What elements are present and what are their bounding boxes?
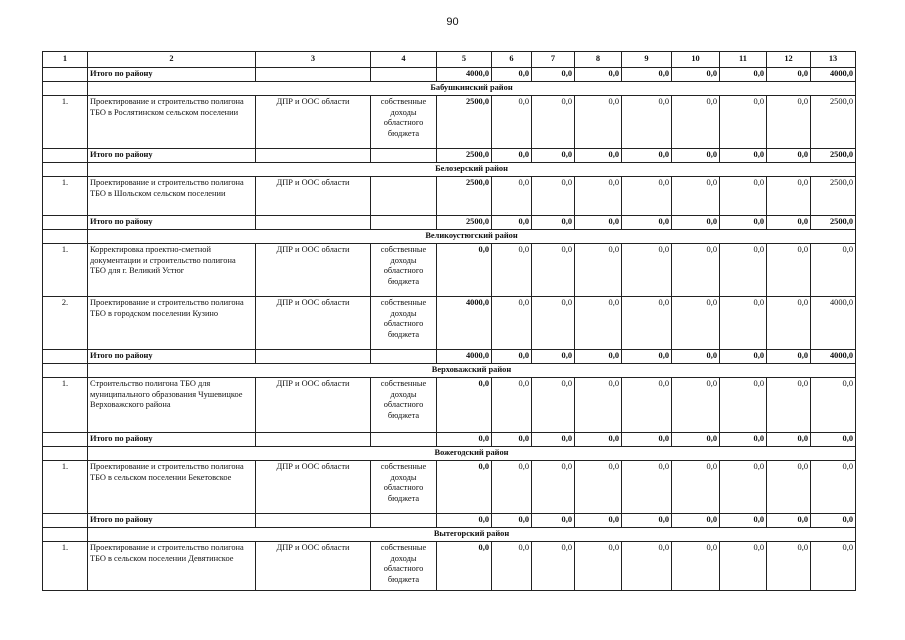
value-cell: 0,0 bbox=[622, 297, 672, 350]
project-name: Проектирование и строительство полигона ТБО в сельском поселении Девятинское bbox=[88, 542, 256, 591]
value-cell: 0,0 bbox=[532, 68, 575, 82]
funding-source bbox=[371, 177, 437, 216]
funding-source: собственные доходы областного бюджета bbox=[371, 96, 437, 149]
value-cell: 0,0 bbox=[575, 177, 622, 216]
value-cell: 0,0 bbox=[492, 542, 532, 591]
source-cell bbox=[371, 68, 437, 82]
responsible-cell bbox=[256, 68, 371, 82]
responsible: ДПР и ООС области bbox=[256, 297, 371, 350]
value-cell: 2500,0 bbox=[811, 149, 856, 163]
value-cell: 0,0 bbox=[437, 433, 492, 447]
responsible: ДПР и ООС области bbox=[256, 378, 371, 433]
value-cell: 0,0 bbox=[622, 514, 672, 528]
value-cell: 0,0 bbox=[622, 433, 672, 447]
row-number-cell bbox=[43, 364, 88, 378]
value-cell: 0,0 bbox=[575, 96, 622, 149]
value-cell: 0,0 bbox=[811, 433, 856, 447]
table-body bbox=[43, 52, 856, 591]
source-cell bbox=[371, 216, 437, 230]
column-header: 2 bbox=[88, 52, 256, 68]
source-cell bbox=[371, 433, 437, 447]
project-name: Строительство полигона ТБО для муниципального образования Чушевицкое Верховажского района bbox=[88, 378, 256, 433]
value-cell: 0,0 bbox=[437, 542, 492, 591]
value-cell: 0,0 bbox=[672, 96, 720, 149]
row-number: 1. bbox=[43, 96, 88, 149]
funding-source: собственные доходы областного бюджета bbox=[371, 378, 437, 433]
value-cell: 2500,0 bbox=[437, 96, 492, 149]
value-cell: 0,0 bbox=[720, 177, 767, 216]
value-cell: 0,0 bbox=[575, 244, 622, 297]
value-cell: 0,0 bbox=[575, 216, 622, 230]
source-cell bbox=[371, 350, 437, 364]
value-cell: 0,0 bbox=[767, 461, 811, 514]
row-number-cell bbox=[43, 149, 88, 163]
value-cell: 0,0 bbox=[575, 149, 622, 163]
row-number: 1. bbox=[43, 244, 88, 297]
district-header-row bbox=[43, 163, 856, 177]
table-header-row bbox=[43, 52, 856, 68]
value-cell: 0,0 bbox=[492, 433, 532, 447]
value-cell: 0,0 bbox=[532, 350, 575, 364]
total-label: Итого по району bbox=[88, 350, 256, 364]
value-cell: 0,0 bbox=[532, 433, 575, 447]
row-number: 1. bbox=[43, 378, 88, 433]
value-cell: 0,0 bbox=[767, 96, 811, 149]
district-name: Вожегодский район bbox=[88, 447, 856, 461]
value-cell: 0,0 bbox=[672, 378, 720, 433]
row-number: 1. bbox=[43, 461, 88, 514]
row-number-cell bbox=[43, 163, 88, 177]
row-number: 1. bbox=[43, 542, 88, 591]
value-cell: 4000,0 bbox=[811, 68, 856, 82]
column-header: 13 bbox=[811, 52, 856, 68]
value-cell: 0,0 bbox=[672, 350, 720, 364]
value-cell: 0,0 bbox=[575, 461, 622, 514]
district-name: Вытегорский район bbox=[88, 528, 856, 542]
value-cell: 0,0 bbox=[492, 514, 532, 528]
funding-source: собственные доходы областного бюджета bbox=[371, 297, 437, 350]
value-cell: 0,0 bbox=[437, 378, 492, 433]
value-cell: 0,0 bbox=[575, 297, 622, 350]
value-cell: 0,0 bbox=[720, 297, 767, 350]
responsible-cell bbox=[256, 216, 371, 230]
value-cell: 0,0 bbox=[811, 378, 856, 433]
value-cell: 0,0 bbox=[767, 350, 811, 364]
value-cell: 0,0 bbox=[672, 177, 720, 216]
district-name: Белозерский район bbox=[88, 163, 856, 177]
value-cell: 0,0 bbox=[532, 244, 575, 297]
responsible: ДПР и ООС области bbox=[256, 177, 371, 216]
value-cell: 0,0 bbox=[767, 149, 811, 163]
total-label: Итого по району bbox=[88, 68, 256, 82]
table-row bbox=[43, 297, 856, 350]
value-cell: 0,0 bbox=[492, 96, 532, 149]
column-header: 5 bbox=[437, 52, 492, 68]
value-cell: 0,0 bbox=[672, 433, 720, 447]
value-cell: 0,0 bbox=[672, 216, 720, 230]
project-name: Проектирование и строительство полигона ТБО в городском поселении Кузино bbox=[88, 297, 256, 350]
value-cell: 0,0 bbox=[622, 68, 672, 82]
value-cell: 0,0 bbox=[767, 244, 811, 297]
responsible: ДПР и ООС области bbox=[256, 244, 371, 297]
value-cell: 0,0 bbox=[492, 177, 532, 216]
district-name: Бабушкинский район bbox=[88, 82, 856, 96]
column-header: 4 bbox=[371, 52, 437, 68]
value-cell: 0,0 bbox=[622, 461, 672, 514]
value-cell: 2500,0 bbox=[437, 177, 492, 216]
value-cell: 0,0 bbox=[575, 542, 622, 591]
value-cell: 0,0 bbox=[720, 216, 767, 230]
value-cell: 0,0 bbox=[672, 542, 720, 591]
value-cell: 0,0 bbox=[767, 177, 811, 216]
value-cell: 0,0 bbox=[720, 96, 767, 149]
column-header: 8 bbox=[575, 52, 622, 68]
district-header-row bbox=[43, 364, 856, 378]
value-cell: 0,0 bbox=[720, 244, 767, 297]
project-name: Проектирование и строительство полигона ТБО в сельском поселении Бекетовское bbox=[88, 461, 256, 514]
budget-table bbox=[42, 51, 856, 591]
row-number-cell bbox=[43, 216, 88, 230]
project-name: Корректировка проектно-сметной документации и строительство полигона ТБО для г. Великий Устюг bbox=[88, 244, 256, 297]
value-cell: 0,0 bbox=[532, 378, 575, 433]
value-cell: 0,0 bbox=[622, 378, 672, 433]
value-cell: 0,0 bbox=[532, 297, 575, 350]
value-cell: 0,0 bbox=[767, 297, 811, 350]
value-cell: 4000,0 bbox=[437, 297, 492, 350]
value-cell: 4000,0 bbox=[437, 68, 492, 82]
value-cell: 0,0 bbox=[767, 542, 811, 591]
district-name: Великоустюгский район bbox=[88, 230, 856, 244]
value-cell: 4000,0 bbox=[811, 297, 856, 350]
value-cell: 0,0 bbox=[720, 461, 767, 514]
funding-source: собственные доходы областного бюджета bbox=[371, 461, 437, 514]
row-number-cell bbox=[43, 230, 88, 244]
district-header-row bbox=[43, 447, 856, 461]
value-cell: 0,0 bbox=[532, 461, 575, 514]
district-total-row bbox=[43, 350, 856, 364]
value-cell: 0,0 bbox=[622, 177, 672, 216]
value-cell: 0,0 bbox=[622, 96, 672, 149]
row-number: 2. bbox=[43, 297, 88, 350]
value-cell: 0,0 bbox=[622, 216, 672, 230]
district-total-row bbox=[43, 68, 856, 82]
value-cell: 0,0 bbox=[575, 350, 622, 364]
responsible-cell bbox=[256, 514, 371, 528]
value-cell: 0,0 bbox=[532, 514, 575, 528]
column-header: 9 bbox=[622, 52, 672, 68]
district-name: Верховажский район bbox=[88, 364, 856, 378]
column-header: 11 bbox=[720, 52, 767, 68]
funding-source: собственные доходы областного бюджета bbox=[371, 542, 437, 591]
project-name: Проектирование и строительство полигона ТБО в Рослятинском сельском поселении bbox=[88, 96, 256, 149]
value-cell: 0,0 bbox=[767, 378, 811, 433]
responsible: ДПР и ООС области bbox=[256, 461, 371, 514]
source-cell bbox=[371, 149, 437, 163]
row-number-cell bbox=[43, 82, 88, 96]
column-header: 12 bbox=[767, 52, 811, 68]
value-cell: 0,0 bbox=[672, 461, 720, 514]
district-header-row bbox=[43, 528, 856, 542]
district-total-row bbox=[43, 149, 856, 163]
value-cell: 0,0 bbox=[575, 68, 622, 82]
value-cell: 0,0 bbox=[492, 216, 532, 230]
value-cell: 0,0 bbox=[672, 514, 720, 528]
value-cell: 0,0 bbox=[720, 350, 767, 364]
column-header: 3 bbox=[256, 52, 371, 68]
value-cell: 0,0 bbox=[492, 297, 532, 350]
district-header-row bbox=[43, 82, 856, 96]
value-cell: 0,0 bbox=[437, 461, 492, 514]
row-number: 1. bbox=[43, 177, 88, 216]
value-cell: 0,0 bbox=[811, 461, 856, 514]
responsible-cell bbox=[256, 149, 371, 163]
value-cell: 0,0 bbox=[720, 149, 767, 163]
value-cell: 0,0 bbox=[492, 461, 532, 514]
responsible-cell bbox=[256, 350, 371, 364]
value-cell: 0,0 bbox=[672, 244, 720, 297]
value-cell: 0,0 bbox=[720, 433, 767, 447]
table-row bbox=[43, 542, 856, 591]
total-label: Итого по району bbox=[88, 149, 256, 163]
value-cell: 4000,0 bbox=[437, 350, 492, 364]
value-cell: 0,0 bbox=[532, 542, 575, 591]
responsible-cell bbox=[256, 433, 371, 447]
value-cell: 0,0 bbox=[492, 350, 532, 364]
responsible: ДПР и ООС области bbox=[256, 96, 371, 149]
value-cell: 0,0 bbox=[492, 378, 532, 433]
row-number-cell bbox=[43, 528, 88, 542]
value-cell: 0,0 bbox=[767, 514, 811, 528]
value-cell: 2500,0 bbox=[811, 177, 856, 216]
row-number-cell bbox=[43, 350, 88, 364]
value-cell: 0,0 bbox=[532, 96, 575, 149]
value-cell: 0,0 bbox=[720, 542, 767, 591]
value-cell: 0,0 bbox=[622, 149, 672, 163]
value-cell: 0,0 bbox=[437, 244, 492, 297]
value-cell: 0,0 bbox=[492, 149, 532, 163]
value-cell: 0,0 bbox=[720, 514, 767, 528]
value-cell: 0,0 bbox=[532, 177, 575, 216]
total-label: Итого по району bbox=[88, 216, 256, 230]
district-total-row bbox=[43, 514, 856, 528]
district-total-row bbox=[43, 216, 856, 230]
value-cell: 0,0 bbox=[811, 244, 856, 297]
table-row bbox=[43, 96, 856, 149]
value-cell: 0,0 bbox=[672, 297, 720, 350]
value-cell: 0,0 bbox=[622, 244, 672, 297]
total-label: Итого по району bbox=[88, 514, 256, 528]
value-cell: 0,0 bbox=[767, 433, 811, 447]
value-cell: 0,0 bbox=[492, 244, 532, 297]
value-cell: 0,0 bbox=[532, 149, 575, 163]
value-cell: 0,0 bbox=[437, 514, 492, 528]
value-cell: 2500,0 bbox=[437, 216, 492, 230]
table-row bbox=[43, 244, 856, 297]
source-cell bbox=[371, 514, 437, 528]
value-cell: 4000,0 bbox=[811, 350, 856, 364]
value-cell: 0,0 bbox=[575, 433, 622, 447]
table-row bbox=[43, 461, 856, 514]
value-cell: 0,0 bbox=[492, 68, 532, 82]
row-number-cell bbox=[43, 68, 88, 82]
value-cell: 0,0 bbox=[672, 68, 720, 82]
value-cell: 2500,0 bbox=[811, 96, 856, 149]
project-name: Проектирование и строительство полигона ТБО в Шольском сельском поселении bbox=[88, 177, 256, 216]
column-header: 10 bbox=[672, 52, 720, 68]
value-cell: 2500,0 bbox=[811, 216, 856, 230]
value-cell: 0,0 bbox=[767, 216, 811, 230]
page-number: 90 bbox=[446, 16, 459, 28]
value-cell: 0,0 bbox=[720, 68, 767, 82]
total-label: Итого по району bbox=[88, 433, 256, 447]
row-number-cell bbox=[43, 514, 88, 528]
district-header-row bbox=[43, 230, 856, 244]
value-cell: 2500,0 bbox=[437, 149, 492, 163]
funding-source: собственные доходы областного бюджета bbox=[371, 244, 437, 297]
table-row bbox=[43, 378, 856, 433]
value-cell: 0,0 bbox=[720, 378, 767, 433]
column-header: 7 bbox=[532, 52, 575, 68]
value-cell: 0,0 bbox=[672, 149, 720, 163]
value-cell: 0,0 bbox=[767, 68, 811, 82]
value-cell: 0,0 bbox=[532, 216, 575, 230]
value-cell: 0,0 bbox=[811, 542, 856, 591]
table-row bbox=[43, 177, 856, 216]
district-total-row bbox=[43, 433, 856, 447]
value-cell: 0,0 bbox=[811, 514, 856, 528]
value-cell: 0,0 bbox=[622, 542, 672, 591]
responsible: ДПР и ООС области bbox=[256, 542, 371, 591]
row-number-cell bbox=[43, 433, 88, 447]
column-header: 1 bbox=[43, 52, 88, 68]
value-cell: 0,0 bbox=[575, 378, 622, 433]
row-number-cell bbox=[43, 447, 88, 461]
value-cell: 0,0 bbox=[622, 350, 672, 364]
column-header: 6 bbox=[492, 52, 532, 68]
value-cell: 0,0 bbox=[575, 514, 622, 528]
